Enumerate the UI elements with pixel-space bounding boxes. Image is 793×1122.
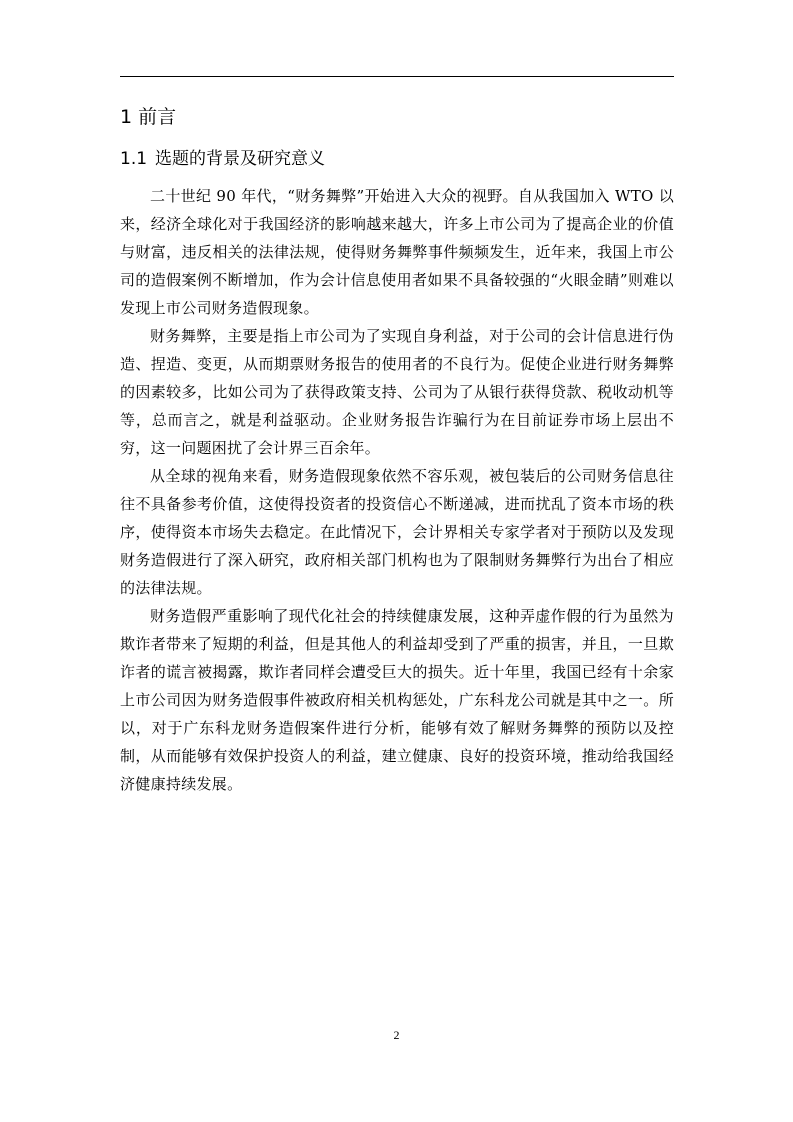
paragraph-2: 财务舞弊，主要是指上市公司为了实现自身利益，对于公司的会计信息进行伪造、捏造、变更，从而期票财务报告的使用者的不良行为。促使企业进行财务舞弊的因素较多，比如公司为了获得政策支持、公司为了从银行获得贷款、税收动机等等，总而言之，就是利益驱动。企业财务报告诈骗行为在目前证券市场上层出不穷，这一问题困扰了会计界三百余年。 <box>120 327 674 457</box>
header-rule <box>120 76 674 77</box>
section-title: 选题的背景及研究意义 <box>155 149 326 169</box>
page-number: 2 <box>393 1028 400 1042</box>
chapter-heading: 1 前言 <box>120 106 177 128</box>
section-heading <box>120 145 325 173</box>
paragraph-1: 二十世纪 90 年代，“财务舞弊”开始进入大众的视野。自从我国加入 WTO 以来，经济全球化对于我国经济的影响越来越大，许多上市公司为了提高企业的价值与财富，违反相关的法律法规，使得财务舞弊事件频频发生，近年来，我国上市公司的造假案例不断增加，作为会计信息使用者如果不具备较强的“火眼金睛”则难以发现上市公司财务造假现象。 <box>120 187 674 317</box>
body-text <box>120 182 674 798</box>
paragraph-3: 从全球的视角来看，财务造假现象依然不容乐观，被包装后的公司财务信息往往不具备参考价值，这使得投资者的投资信心不断递减，进而扰乱了资本市场的秩序，使得资本市场失去稳定。在此情况下，会计界相关专家学者对于预防以及发现财务造假进行了深入研究，政府相关部门机构也为了限制财务舞弊行为出台了相应的法律法规。 <box>120 467 674 597</box>
paragraph-4: 财务造假严重影响了现代化社会的持续健康发展，这种弄虚作假的行为虽然为欺诈者带来了短期的利益，但是其他人的利益却受到了严重的损害，并且，一旦欺诈者的谎言被揭露，欺诈者同样会遭受巨大的损失。近十年里，我国已经有十余家上市公司因为财务造假事件被政府相关机构惩处，广东科龙公司就是其中之一。所以，对于广东科龙财务造假案件进行分析，能够有效了解财务舞弊的预防以及控制，从而能够有效保护投资人的利益，建立健康、良好的投资环境，推动给我国经济健康持续发展。 <box>120 607 674 793</box>
section-number: 1.1 <box>120 149 148 169</box>
